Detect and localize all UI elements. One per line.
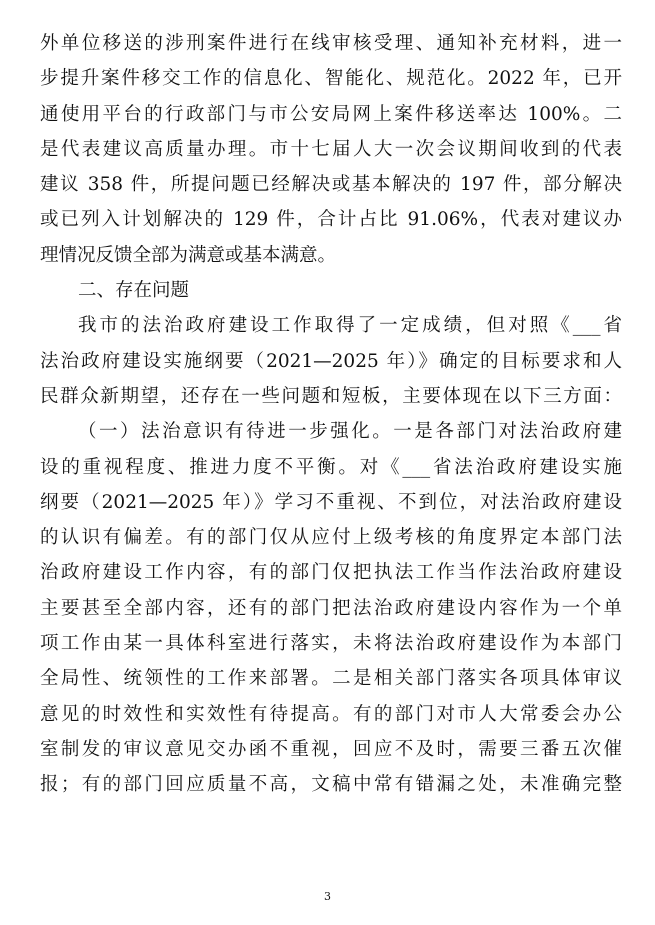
text-line: 全局性、统领性的工作来部署。二是相关部门落实各项具体审议 [40, 668, 622, 690]
text-line: 主要甚至全部内容，还有的部门把法治政府建设内容作为一个单 [40, 597, 622, 619]
text-line: 是代表建议高质量办理。市十七届人大一次会议期间收到的代表 [40, 138, 622, 160]
text-line: 的认识有偏差。有的部门仅从应付上级考核的角度界定本部门法 [40, 527, 622, 549]
body-text [40, 26, 622, 803]
text-line: 理情况反馈全部为满意或基本满意。 [40, 244, 337, 266]
text-line: 二、存在问题 [78, 280, 190, 302]
text-line: 室制发的审议意见交办函不重视，回应不及时，需要三番五次催 [40, 738, 622, 760]
text-line: （一）法治意识有待进一步强化。一是各部门对法治政府建 [78, 421, 622, 443]
page-number: 3 [324, 890, 331, 903]
text-line: 意见的时效性和实效性有待提高。有的部门对市人大常委会办公 [40, 703, 622, 725]
text-line: 项工作由某一具体科室进行落实，未将法治政府建设作为本部门 [40, 633, 622, 655]
text-line: 设的重视程度、推进力度不平衡。对《___省法治政府建设实施 [40, 456, 622, 478]
text-line: 法治政府建设实施纲要（2021—2025 年）》确定的目标要求和人 [40, 350, 622, 372]
text-line: 纲要（2021—2025 年）》学习不重视、不到位，对法治政府建设 [40, 491, 622, 513]
text-line: 或已列入计划解决的 129 件，合计占比 91.06%，代表对建议办 [40, 209, 622, 231]
text-line: 治政府建设工作内容，有的部门仅把执法工作当作法治政府建设 [40, 562, 622, 584]
text-line: 通使用平台的行政部门与市公安局网上案件移送率达 100%。二 [40, 103, 622, 125]
text-line: 建议 358 件，所提问题已经解决或基本解决的 197 件，部分解决 [40, 174, 622, 196]
text-line: 报；有的部门回应质量不高，文稿中常有错漏之处，未准确完整 [40, 774, 622, 796]
text-line: 外单位移送的涉刑案件进行在线审核受理、通知补充材料，进一 [40, 33, 622, 54]
text-line: 民群众新期望，还存在一些问题和短板，主要体现在以下三方面： [40, 385, 622, 407]
text-line: 步提升案件移交工作的信息化、智能化、规范化。2022 年，已开 [40, 68, 622, 90]
text-line: 我市的法治政府建设工作取得了一定成绩，但对照《___省 [78, 315, 622, 337]
